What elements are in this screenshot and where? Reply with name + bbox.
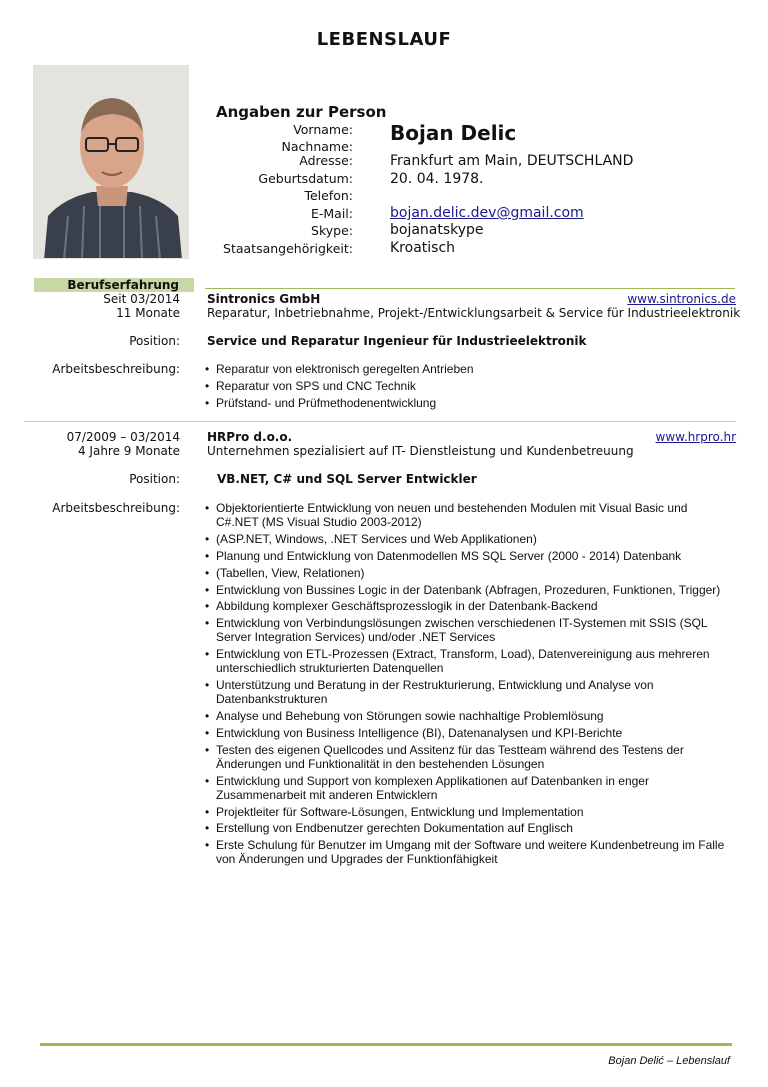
list-item: • Entwicklung von Verbindungslösungen zwischen verschiedenen IT-Systemen mit SSIS (SQL Server Integration Services) und/oder .NET Services	[205, 616, 725, 644]
label-address: Adresse:	[299, 153, 353, 168]
list-item: • Planung und Entwicklung von Datenmodellen MS SQL Server (2000 - 2014) Datenbank	[205, 549, 725, 563]
job2-summary: Unternehmen spezialisiert auf IT- Dienstleistung und Kundenbetreuung	[207, 444, 634, 458]
list-item: • Entwicklung von Business Intelligence (BI), Datenanalysen und KPI-Berichte	[205, 726, 725, 740]
job2-position-label: Position:	[129, 472, 180, 486]
job2-task-list	[205, 501, 725, 869]
list-item: • Entwicklung und Support von komplexen Applikationen auf Datenbanken in enger Zusammenarbeit mit anderen Entwicklern	[205, 774, 725, 802]
job1-company: Sintronics GmbH	[207, 292, 321, 306]
job2-position: VB.NET, C# und SQL Server Entwickler	[217, 472, 477, 486]
job1-period: Seit 03/2014	[103, 292, 180, 306]
section-label-work-experience: Berufserfahrung	[67, 278, 179, 292]
job2-period: 07/2009 – 03/2014	[66, 430, 180, 444]
person-name: Bojan Delic	[390, 121, 517, 145]
list-item: • Erste Schulung für Benutzer im Umgang mit der Software und weitere Kundenbetreung im Falle von Änderungen und Upgrades der Funktionfähigkeit	[205, 838, 725, 866]
job2-company: HRPro d.o.o.	[207, 430, 293, 444]
personal-info-heading: Angaben zur Person	[216, 103, 387, 121]
footer-text: Bojan Delić – Lebenslauf	[608, 1055, 730, 1067]
profile-photo	[33, 65, 189, 259]
job1-position: Service und Reparatur Ingenieur für Industrieelektronik	[207, 334, 587, 348]
address-value: Frankfurt am Main, DEUTSCHLAND	[390, 153, 634, 169]
label-email: E-Mail:	[310, 206, 353, 221]
list-item: • Analyse und Behebung von Störungen sowie nachhaltige Problemlösung	[205, 709, 725, 723]
job1-url-link[interactable]: www.sintronics.de	[627, 292, 736, 306]
citizenship-value: Kroatisch	[390, 240, 456, 256]
list-item: • Prüfstand- und Prüfmethodenentwicklung	[205, 396, 725, 410]
email-link[interactable]: bojan.delic.dev@gmail.com	[390, 205, 584, 221]
list-item: • Unterstützung und Beratung in der Restrukturierung, Entwicklung und Analyse von Datenbankstrukturen	[205, 678, 725, 706]
list-item: • Projektleiter für Software-Lösungen, Entwicklung und Implementation	[205, 805, 725, 819]
list-item: • (ASP.NET, Windows, .NET Services und Web Applikationen)	[205, 532, 725, 546]
list-item: • Reparatur von elektronisch geregelten Antrieben	[205, 362, 725, 376]
label-last-name: Nachname:	[281, 139, 353, 154]
label-skype: Skype:	[311, 223, 353, 238]
label-birthdate: Geburtsdatum:	[258, 171, 353, 186]
job1-description-label: Arbeitsbeschreibung:	[52, 362, 180, 376]
job-separator	[24, 421, 736, 422]
list-item: • (Tabellen, View, Relationen)	[205, 566, 725, 580]
label-phone: Telefon:	[304, 188, 353, 203]
page-title: LEBENSLAUF	[316, 29, 452, 50]
job1-duration: 11 Monate	[116, 306, 180, 320]
birthdate-value: 20. 04. 1978.	[390, 171, 484, 187]
footer-rule	[40, 1043, 732, 1046]
list-item: • Testen des eigenen Quellcodes und Assitenz für das Testteam während des Testens der Änderungen und Funktionalität in den bestehenden Lösungen	[205, 743, 725, 771]
section-rule	[205, 288, 735, 289]
list-item: • Entwicklung von ETL-Prozessen (Extract, Transform, Load), Datenvereinigung aus mehreren unterschiedlich strukturierten Datenquellen	[205, 647, 725, 675]
job2-url-link[interactable]: www.hrpro.hr	[655, 430, 736, 444]
list-item: • Erstellung von Endbenutzer gerechten Dokumentation auf Englisch	[205, 821, 725, 835]
list-item: • Reparatur von SPS und CNC Technik	[205, 379, 725, 393]
list-item: • Abbildung komplexer Geschäftsprozesslogik in der Datenbank-Backend	[205, 599, 725, 613]
job1-position-label: Position:	[129, 334, 180, 348]
list-item: • Entwicklung von Bussines Logic in der Datenbank (Abfragen, Prozeduren, Funktionen, Trigger)	[205, 583, 725, 597]
job2-duration: 4 Jahre 9 Monate	[77, 444, 180, 458]
job1-task-list	[205, 362, 725, 413]
label-first-name: Vorname:	[293, 122, 353, 137]
job2-description-label: Arbeitsbeschreibung:	[52, 501, 180, 515]
list-item: • Objektorientierte Entwicklung von neuen und bestehenden Modulen mit Visual Basic und C#.NET (MS Visual Studio 2003-2012)	[205, 501, 725, 529]
job1-summary: Reparatur, Inbetriebnahme, Projekt-/Entwicklungsarbeit & Service für Industrieelektronik	[207, 306, 741, 320]
skype-value: bojanatskype	[390, 222, 484, 238]
label-citizenship: Staatsangehörigkeit:	[223, 241, 353, 256]
